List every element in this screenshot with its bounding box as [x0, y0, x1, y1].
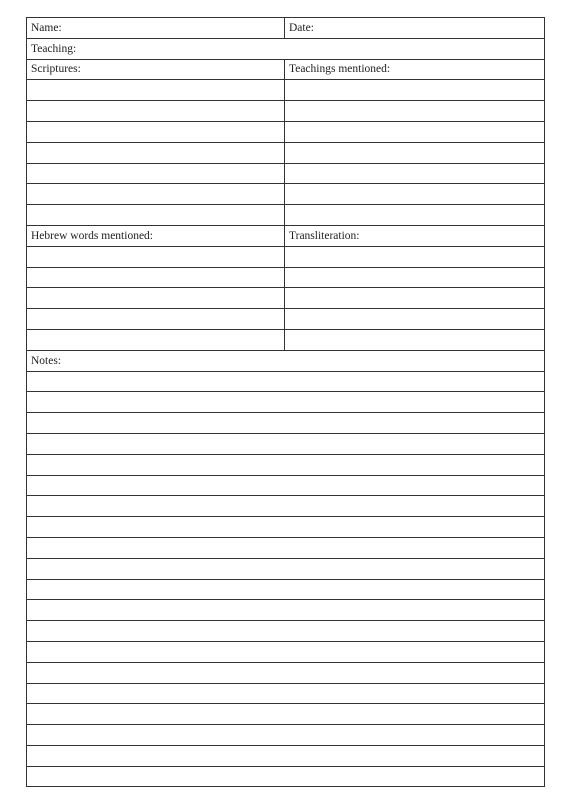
notes-line-cell[interactable]	[27, 662, 545, 683]
notes-line-cell[interactable]	[27, 621, 545, 642]
hebrew-row	[27, 288, 545, 309]
hebrew-row	[27, 329, 545, 350]
notes-line-cell[interactable]	[27, 579, 545, 600]
hebrew-word-entry-cell[interactable]	[27, 329, 285, 350]
hebrew-words-label: Hebrew words mentioned:	[31, 229, 153, 242]
notes-line-cell[interactable]	[27, 496, 545, 517]
notes-label: Notes:	[31, 354, 62, 367]
teaching-mentioned-entry-cell[interactable]	[285, 205, 545, 226]
teaching-mentioned-entry-cell[interactable]	[285, 80, 545, 101]
notes-line-cell[interactable]	[27, 433, 545, 454]
notes-line-row	[27, 725, 545, 746]
teaching-mentioned-entry-cell[interactable]	[285, 163, 545, 184]
notes-line-row	[27, 766, 545, 787]
date-field[interactable]	[285, 18, 545, 39]
notes-line-row	[27, 704, 545, 725]
hebrew-row	[27, 309, 545, 330]
notes-header	[27, 350, 545, 371]
teaching-label: Teaching:	[31, 42, 77, 55]
notes-line-row	[27, 579, 545, 600]
scripture-entry-cell[interactable]	[27, 184, 285, 205]
hebrew-word-entry-cell[interactable]	[27, 309, 285, 330]
scriptures-row	[27, 80, 545, 101]
hebrew-word-entry-cell[interactable]	[27, 246, 285, 267]
notes-line-row	[27, 454, 545, 475]
notes-line-cell[interactable]	[27, 725, 545, 746]
notes-line-row	[27, 496, 545, 517]
notes-line-row	[27, 475, 545, 496]
notes-line-row	[27, 621, 545, 642]
note-sheet-form	[26, 17, 545, 787]
hebrew-word-entry-cell[interactable]	[27, 267, 285, 288]
teachings-mentioned-header	[285, 59, 545, 80]
transliteration-entry-cell[interactable]	[285, 288, 545, 309]
notes-line-row	[27, 683, 545, 704]
notes-line-cell[interactable]	[27, 517, 545, 538]
hebrew-words-header	[27, 225, 285, 246]
teaching-row	[27, 38, 545, 59]
scripture-entry-cell[interactable]	[27, 163, 285, 184]
teaching-mentioned-entry-cell[interactable]	[285, 121, 545, 142]
scriptures-row	[27, 184, 545, 205]
notes-line-cell[interactable]	[27, 475, 545, 496]
header-row	[27, 18, 545, 39]
scriptures-row	[27, 163, 545, 184]
notes-line-cell[interactable]	[27, 413, 545, 434]
hebrew-word-entry-cell[interactable]	[27, 288, 285, 309]
scriptures-header	[27, 59, 285, 80]
notes-line-row	[27, 558, 545, 579]
scriptures-label: Scriptures:	[31, 63, 81, 76]
transliteration-header	[285, 225, 545, 246]
scriptures-row	[27, 101, 545, 122]
notes-line-row	[27, 600, 545, 621]
scripture-entry-cell[interactable]	[27, 205, 285, 226]
teachings-mentioned-label: Teachings mentioned:	[289, 63, 391, 76]
scripture-entry-cell[interactable]	[27, 80, 285, 101]
transliteration-entry-cell[interactable]	[285, 246, 545, 267]
name-label: Name:	[31, 21, 62, 34]
teaching-mentioned-entry-cell[interactable]	[285, 184, 545, 205]
transliteration-entry-cell[interactable]	[285, 267, 545, 288]
notes-header-row	[27, 350, 545, 371]
notes-line-cell[interactable]	[27, 392, 545, 413]
notes-line-row	[27, 745, 545, 766]
scriptures-row	[27, 142, 545, 163]
notes-line-cell[interactable]	[27, 683, 545, 704]
notes-line-row	[27, 371, 545, 392]
scripture-entry-cell[interactable]	[27, 121, 285, 142]
notes-line-row	[27, 433, 545, 454]
notes-line-cell[interactable]	[27, 537, 545, 558]
notes-line-cell[interactable]	[27, 558, 545, 579]
hebrew-row	[27, 246, 545, 267]
transliteration-label: Transliteration:	[289, 229, 360, 242]
notes-line-row	[27, 662, 545, 683]
notes-line-row	[27, 413, 545, 434]
hebrew-row	[27, 267, 545, 288]
name-field[interactable]	[27, 18, 285, 39]
scripture-entry-cell[interactable]	[27, 101, 285, 122]
notes-line-row	[27, 641, 545, 662]
teaching-mentioned-entry-cell[interactable]	[285, 142, 545, 163]
scripture-entry-cell[interactable]	[27, 142, 285, 163]
transliteration-entry-cell[interactable]	[285, 309, 545, 330]
scriptures-row	[27, 205, 545, 226]
teaching-mentioned-entry-cell[interactable]	[285, 101, 545, 122]
notes-line-row	[27, 392, 545, 413]
date-label: Date:	[289, 21, 314, 34]
notes-line-cell[interactable]	[27, 704, 545, 725]
notes-line-cell[interactable]	[27, 766, 545, 787]
notes-line-cell[interactable]	[27, 745, 545, 766]
transliteration-entry-cell[interactable]	[285, 329, 545, 350]
scriptures-header-row	[27, 59, 545, 80]
notes-line-cell[interactable]	[27, 454, 545, 475]
scriptures-row	[27, 121, 545, 142]
notes-line-cell[interactable]	[27, 371, 545, 392]
hebrew-header-row	[27, 225, 545, 246]
notes-line-row	[27, 517, 545, 538]
notes-line-cell[interactable]	[27, 600, 545, 621]
notes-line-row	[27, 537, 545, 558]
teaching-field[interactable]	[27, 38, 545, 59]
notes-line-cell[interactable]	[27, 641, 545, 662]
